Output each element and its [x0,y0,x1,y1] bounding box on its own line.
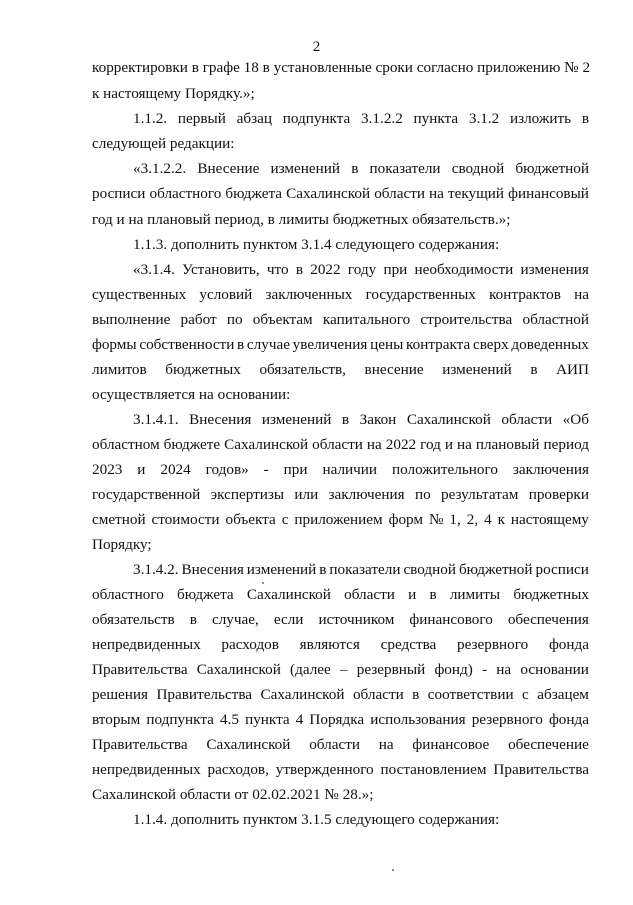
text-line: «3.1.4. Установить, что в 2022 году при необходимости изменения [133,261,589,278]
text-line: Правительства Сахалинской области на финансовое обеспечение [92,736,589,753]
text-line: государственной экспертизы или заключения по результатам проверки [92,486,589,503]
text-line: 1.1.2. первый абзац подпункта 3.1.2.2 пункта 3.1.2 изложить в [133,110,589,127]
text-line: год и на плановый период, в лимиты бюджетных обязательств.»; [92,211,511,228]
text-line: выполнение работ по объектам капитального строительства областной [92,311,589,328]
text-line: 1.1.4. дополнить пунктом 3.1.5 следующего содержания: [133,811,500,828]
text-line: лимитов бюджетных обязательств, внесение изменений в АИП [92,361,589,378]
page-number: 2 [312,39,321,55]
text-line: следующей редакции: [92,135,235,152]
scan-speck [262,582,264,584]
text-line: 1.1.3. дополнить пунктом 3.1.4 следующего содержания: [133,236,500,253]
text-line: 3.1.4.2. Внесения изменений в показатели сводной бюджетной росписи [133,561,589,578]
text-line: формы собственности в случае увеличения цены контракта сверх доведенных [92,336,589,353]
text-line: Правительства Сахалинской (далее – резервный фонд) - на основании [92,661,589,678]
scan-speck [392,869,394,871]
text-line: вторым подпункта 4.5 пункта 4 Порядка использования резервного фонда [92,711,589,728]
text-line: «3.1.2.2. Внесение изменений в показатели сводной бюджетной [133,160,589,177]
text-line: сметной стоимости объекта с приложением форм № 1, 2, 4 к настоящему [92,511,589,528]
text-line: непредвиденных расходов являются средства резервного фонда [92,636,589,653]
text-line: росписи областного бюджета Сахалинской области на текущий финансовый [92,185,589,202]
text-line: решения Правительства Сахалинской области в соответствии с абзацем [92,686,589,703]
text-line: обязательств в случае, если источником финансового обеспечения [92,611,589,628]
text-line: областного бюджета Сахалинской области и в лимиты бюджетных [92,586,589,603]
text-line: Сахалинской области от 02.02.2021 № 28.»; [92,786,374,803]
text-line: к настоящему Порядку.»; [92,85,255,102]
text-line: непредвиденных расходов, утвержденного постановлением Правительства [92,761,589,778]
text-line: областном бюджете Сахалинской области на 2022 год и на плановый период [92,436,589,453]
text-line: корректировки в графе 18 в установленные сроки согласно приложению № 2 [92,59,591,76]
text-line: 2023 и 2024 годов» - при наличии положительного заключения [92,461,589,478]
text-line: осуществляется на основании: [92,386,291,403]
text-line: существенных условий заключенных государственных контрактов на [92,286,589,303]
text-line: Порядку; [92,536,152,553]
text-line: 3.1.4.1. Внесения изменений в Закон Сахалинской области «Об [133,411,589,428]
